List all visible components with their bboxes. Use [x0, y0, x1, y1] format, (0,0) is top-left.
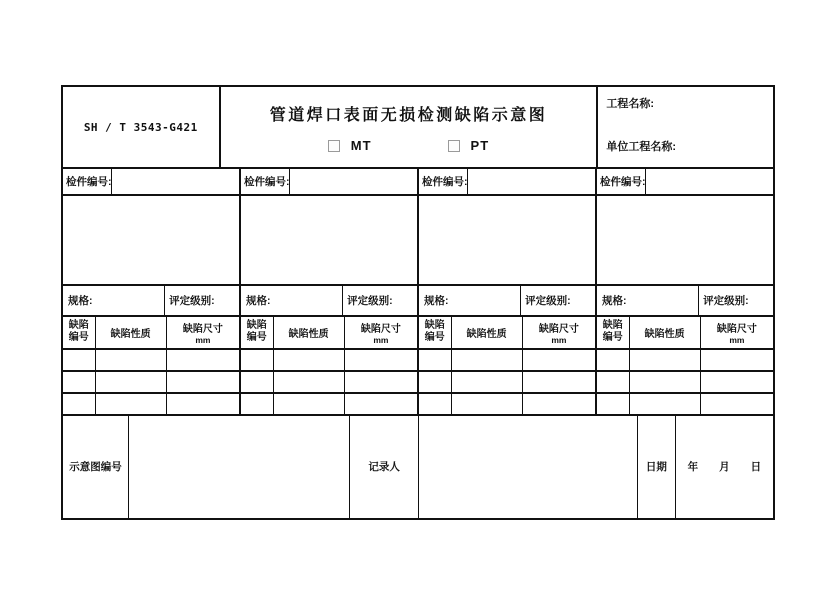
title-section [221, 87, 599, 167]
mm-unit-label: mm [729, 334, 745, 345]
panel-defect-row [241, 394, 419, 414]
defect-size-cell[interactable] [167, 350, 239, 370]
defect-nature-header: 缺陷性质 [274, 317, 345, 348]
defect-size-header: 缺陷尺寸 mm [716, 323, 757, 345]
spec-label: 规格: [241, 286, 343, 315]
panel-defect-row [419, 394, 597, 414]
defect-size-cell[interactable] [345, 350, 417, 370]
panel-1-spec [63, 286, 241, 315]
panel-defect-row [63, 350, 241, 370]
sketch-canvas-2[interactable] [241, 196, 419, 284]
mt-checkbox-label: MT [350, 138, 372, 153]
unit-project-name-label: 单位工程名称: [606, 141, 676, 153]
rating-level-label: 评定级别: [169, 294, 215, 307]
panel-3-defect-header [419, 317, 597, 348]
defect-nature-cell[interactable] [96, 372, 167, 392]
defect-nature-header: 缺陷性质 [96, 317, 167, 348]
sketch-canvas-row [63, 196, 773, 286]
defect-nature-cell[interactable] [96, 350, 167, 370]
panel-1-inspection [63, 169, 241, 194]
panel-defect-row [63, 372, 241, 392]
defect-no-header: 缺陷编号 [241, 317, 274, 348]
sketch-canvas-4[interactable] [597, 196, 773, 284]
project-info-section [598, 87, 773, 167]
defect-no-header: 缺陷编号 [597, 317, 630, 348]
panel-defect-row [241, 350, 419, 370]
defect-size-header: 缺陷尺寸 mm [182, 323, 223, 345]
panel-1-defect-header [63, 317, 241, 348]
schematic-no-label: 示意图编号 [63, 416, 129, 519]
defect-size-cell[interactable] [167, 372, 239, 392]
footer-row [63, 416, 773, 519]
defect-size-header: 缺陷尺寸 mm [538, 323, 579, 345]
spec-label: 规格: [419, 286, 521, 315]
defect-size-cell[interactable] [701, 394, 773, 414]
panel-4-inspection [597, 169, 773, 194]
defect-size-cell[interactable] [345, 394, 417, 414]
date-label: 日期 [638, 416, 676, 519]
panel-2-defect-header [241, 317, 419, 348]
inspection-no-field[interactable] [646, 169, 773, 194]
spec-rating-row [63, 286, 773, 317]
pt-checkbox[interactable] [448, 140, 460, 152]
defect-data-row [63, 350, 773, 372]
recorder-label: 记录人 [350, 416, 420, 519]
defect-no-cell[interactable] [63, 394, 96, 414]
pt-checkbox-group[interactable] [448, 138, 490, 153]
inspection-no-label: 检件编号: [419, 169, 468, 194]
defect-nature-cell[interactable] [452, 394, 523, 414]
panel-defect-row [419, 372, 597, 392]
rating-level-label: 评定级别: [703, 294, 749, 307]
defect-no-cell[interactable] [63, 350, 96, 370]
project-name-label: 工程名称: [606, 98, 654, 110]
defect-no-cell[interactable] [597, 350, 630, 370]
pt-checkbox-label: PT [470, 138, 490, 153]
defect-nature-cell[interactable] [630, 394, 701, 414]
spec-label: 规格: [597, 286, 699, 315]
standard-code: SH / T 3543-G421 [63, 87, 221, 167]
panel-3-inspection [419, 169, 597, 194]
defect-data-row [63, 372, 773, 394]
method-checkbox-row [328, 138, 489, 153]
defect-nature-cell[interactable] [274, 372, 345, 392]
defect-no-cell[interactable] [597, 372, 630, 392]
defect-no-cell[interactable] [419, 372, 452, 392]
defect-no-cell[interactable] [241, 394, 274, 414]
defect-nature-header: 缺陷性质 [630, 317, 701, 348]
defect-no-header: 缺陷编号 [63, 317, 96, 348]
defect-no-header: 缺陷编号 [419, 317, 452, 348]
defect-no-cell[interactable] [597, 394, 630, 414]
form-title: 管道焊口表面无损检测缺陷示意图 [269, 107, 548, 124]
ndt-defect-form [61, 85, 775, 520]
defect-size-cell[interactable] [701, 350, 773, 370]
inspection-no-label: 检件编号: [63, 169, 112, 194]
panel-defect-row [241, 372, 419, 392]
inspection-number-row [63, 169, 773, 196]
defect-nature-cell[interactable] [630, 350, 701, 370]
panel-defect-row [597, 394, 773, 414]
panel-4-defect-header [597, 317, 773, 348]
mm-unit-label: mm [373, 334, 389, 345]
defect-nature-cell[interactable] [96, 394, 167, 414]
panel-2-spec [241, 286, 419, 315]
form-header-row [63, 87, 773, 169]
defect-size-cell[interactable] [523, 372, 595, 392]
inspection-no-label: 检件编号: [597, 169, 646, 194]
defect-table-header-row [63, 317, 773, 350]
defect-no-cell[interactable] [241, 350, 274, 370]
sketch-canvas-1[interactable] [63, 196, 241, 284]
inspection-no-field[interactable] [468, 169, 595, 194]
defect-size-cell[interactable] [523, 394, 595, 414]
defect-size-header: 缺陷尺寸 mm [360, 323, 401, 345]
panel-3-spec [419, 286, 597, 315]
panel-2-inspection [241, 169, 419, 194]
spec-label: 规格: [63, 286, 165, 315]
defect-nature-cell[interactable] [274, 350, 345, 370]
date-ymd-field[interactable]: 年 月 日 [687, 461, 762, 474]
panel-4-spec [597, 286, 773, 315]
panel-defect-row [63, 394, 241, 414]
defect-no-cell[interactable] [241, 372, 274, 392]
defect-size-cell[interactable] [345, 372, 417, 392]
panel-defect-row [597, 372, 773, 392]
defect-size-cell[interactable] [523, 350, 595, 370]
defect-nature-cell[interactable] [452, 350, 523, 370]
defect-size-cell[interactable] [701, 372, 773, 392]
mt-checkbox[interactable] [328, 140, 340, 152]
schematic-no-field[interactable] [129, 416, 350, 519]
inspection-no-field[interactable] [290, 169, 417, 194]
inspection-no-field[interactable] [112, 169, 239, 194]
inspection-no-label: 检件编号: [241, 169, 290, 194]
defect-nature-cell[interactable] [452, 372, 523, 392]
rating-level-label: 评定级别: [347, 294, 393, 307]
mm-unit-label: mm [195, 334, 211, 345]
rating-level-label: 评定级别: [525, 294, 571, 307]
defect-no-cell[interactable] [419, 394, 452, 414]
mt-checkbox-group[interactable] [328, 138, 372, 153]
defect-no-cell[interactable] [63, 372, 96, 392]
defect-nature-cell[interactable] [630, 372, 701, 392]
panel-defect-row [597, 350, 773, 370]
defect-nature-header: 缺陷性质 [452, 317, 523, 348]
defect-size-cell[interactable] [167, 394, 239, 414]
mm-unit-label: mm [551, 334, 567, 345]
defect-nature-cell[interactable] [274, 394, 345, 414]
recorder-field[interactable] [419, 416, 638, 519]
defect-data-row [63, 394, 773, 416]
sketch-canvas-3[interactable] [419, 196, 597, 284]
defect-no-cell[interactable] [419, 350, 452, 370]
panel-defect-row [419, 350, 597, 370]
